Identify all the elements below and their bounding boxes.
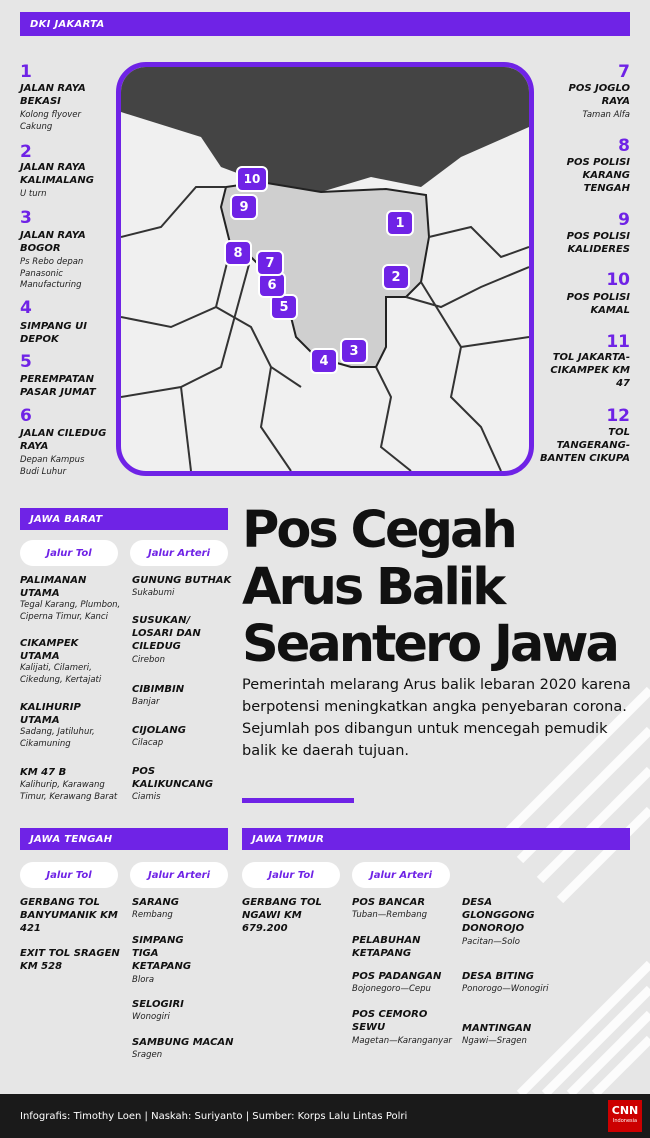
jakarta-num: 5 <box>20 352 32 372</box>
jakarta-location: JALAN RAYA BEKASI <box>20 83 86 107</box>
post-detail: Ciamis <box>132 792 161 802</box>
post-title: EXIT TOL SRAGEN KM 528 <box>20 948 120 972</box>
footer <box>0 1094 650 1138</box>
jakarta-num: 9 <box>618 210 630 230</box>
map-svg <box>121 67 529 471</box>
post-detail: Cilacap <box>132 738 164 748</box>
jakarta-num: 4 <box>20 298 32 318</box>
footer-credits: Infografis: Timothy Loen | Naskah: Suriyanto | Sumber: Korps Lalu Lintas Polri <box>20 1110 408 1122</box>
section-header-jawa-barat: JAWA BARAT <box>20 508 228 530</box>
post-title: POS BANCAR <box>352 897 426 908</box>
post-detail: Sadang, Jatiluhur, Cikamuning <box>20 727 95 749</box>
jakarta-location: JALAN CILEDUG RAYA <box>20 428 107 452</box>
jakarta-num: 12 <box>606 406 630 426</box>
jakarta-location-detail: Ps Rebo depan Panasonic Manufacturing <box>20 257 84 290</box>
tab-jalur-arteri[interactable]: Jalur Arteri <box>130 540 228 566</box>
post-detail: Bojonegoro—Cepu <box>352 984 431 994</box>
post-title: PALIMANAN UTAMA <box>20 575 87 599</box>
post-detail: Magetan—Karanganyar <box>352 1036 452 1046</box>
section-header-jawa-tengah: JAWA TENGAH <box>20 828 228 850</box>
jakarta-map <box>116 62 534 476</box>
post-title: KALIHURIP UTAMA <box>20 702 81 726</box>
post-detail: Ngawi—Sragen <box>462 1036 527 1046</box>
post-title: SIMPANG TIGA KETAPANG <box>132 935 192 972</box>
jakarta-num: 3 <box>20 208 32 228</box>
jakarta-location: JALAN RAYA BOGOR <box>20 230 86 254</box>
jakarta-location: PEREMPATAN PASAR JUMAT <box>20 374 96 398</box>
map-marker-2[interactable]: 2 <box>382 264 410 290</box>
post-title: KM 47 B <box>20 767 67 778</box>
post-title: GERBANG TOL BANYUMANIK KM 421 <box>20 897 118 934</box>
post-title: SELOGIRI <box>132 999 184 1010</box>
post-title: SAMBUNG MACAN <box>132 1037 234 1048</box>
jakarta-location: POS POLISI KALIDERES <box>566 231 630 255</box>
jakarta-num: 6 <box>20 406 32 426</box>
jakarta-num: 11 <box>606 332 630 352</box>
post-detail: Pacitan—Solo <box>462 937 520 947</box>
tab-jalur-tol[interactable]: Jalur Tol <box>242 862 340 888</box>
post-title: MANTINGAN <box>462 1023 532 1034</box>
cnn-logo-text: CNN <box>611 1104 639 1117</box>
post-title: GUNUNG BUTHAK <box>132 575 232 586</box>
jakarta-num: 1 <box>20 62 32 82</box>
post-title: DESA BITING <box>462 971 535 982</box>
post-title: CIJOLANG <box>132 725 186 736</box>
map-marker-6[interactable]: 6 <box>258 272 286 298</box>
post-title: POS PADANGAN <box>352 971 442 982</box>
map-marker-3[interactable]: 3 <box>340 338 368 364</box>
post-title: SARANG <box>132 897 179 908</box>
section-header-dki-jakarta: DKI JAKARTA <box>20 12 630 36</box>
post-detail: Wonogiri <box>132 1012 170 1022</box>
post-title: SUSUKAN/ LOSARI DAN CILEDUG <box>132 615 201 652</box>
title-line-3: Seantero Jawa <box>242 615 617 674</box>
tab-jalur-tol[interactable]: Jalur Tol <box>20 540 118 566</box>
intro-text <box>242 674 632 762</box>
jakarta-location: TOL JAKARTA-CIKAMPEK KM 47 <box>550 352 630 389</box>
post-detail: Cirebon <box>132 655 166 665</box>
page-title <box>242 502 617 673</box>
post-detail: Tegal Karang, Plumbon, Ciperna Timur, Kanci <box>20 600 121 622</box>
post-title: PELABUHAN KETAPANG <box>352 935 421 959</box>
post-detail: Tuban—Rembang <box>352 910 428 920</box>
tab-jalur-arteri[interactable]: Jalur Arteri <box>130 862 228 888</box>
cnn-logo <box>608 1100 642 1132</box>
map-marker-8[interactable]: 8 <box>224 240 252 266</box>
post-title: CIKAMPEK UTAMA <box>20 638 79 662</box>
map-marker-7[interactable]: 7 <box>256 250 284 276</box>
map-marker-5[interactable]: 5 <box>270 294 298 320</box>
post-detail: Sukabumi <box>132 588 175 598</box>
post-detail: Sragen <box>132 1050 163 1060</box>
map-marker-10[interactable]: 10 <box>236 166 268 192</box>
jakarta-location-detail: U turn <box>20 189 47 199</box>
post-title: DESA GLONGGONG DONOROJO <box>462 897 535 934</box>
title-line-1: Pos Cegah <box>242 501 515 560</box>
jakarta-location: POS JOGLO RAYA <box>568 83 630 107</box>
map-marker-1[interactable]: 1 <box>386 210 414 236</box>
jakarta-location-detail: Depan Kampus Budi Luhur <box>20 455 85 477</box>
tab-jalur-arteri[interactable]: Jalur Arteri <box>352 862 450 888</box>
post-title: POS CEMORO SEWU <box>352 1009 428 1033</box>
title-line-2: Arus Balik <box>242 558 504 617</box>
post-detail: Ponorogo—Wonogiri <box>462 984 549 994</box>
jakarta-num: 2 <box>20 142 32 162</box>
post-title: GERBANG TOL NGAWI KM 679.200 <box>242 897 322 934</box>
post-detail: Rembang <box>132 910 173 920</box>
jakarta-location: TOL TANGERANG-BANTEN CIKUPA <box>540 427 630 464</box>
jakarta-location: JALAN RAYA KALIMALANG <box>20 162 94 186</box>
post-detail: Kalihurip, Karawang Timur, Kerawang Barat <box>20 780 118 802</box>
jakarta-location-detail: Kolong flyover Cakung <box>20 110 81 132</box>
jakarta-num: 7 <box>618 62 630 82</box>
map-marker-4[interactable]: 4 <box>310 348 338 374</box>
jakarta-location-detail: Taman Alfa <box>582 110 630 120</box>
post-detail: Blora <box>132 975 155 985</box>
jakarta-num: 8 <box>618 136 630 156</box>
intro-paragraph-1: Pemerintah melarang Arus balik lebaran 2020 karena berpotensi meningkatkan angka penyebaran corona. <box>242 677 631 715</box>
intro-paragraph-2: Sejumlah pos dibangun untuk mencegah pemudik balik ke daerah tujuan. <box>242 721 608 759</box>
jakarta-num: 10 <box>606 270 630 290</box>
post-title: CIBIMBIN <box>132 684 185 695</box>
post-detail: Kalijati, Cilameri, Cikedung, Kertajati <box>20 663 102 685</box>
jakarta-location: POS POLISI KAMAL <box>566 292 630 316</box>
cnn-logo-subtext: Indonesia <box>612 1118 638 1124</box>
post-title: POS KALIKUNCANG <box>132 766 214 790</box>
tab-jalur-tol[interactable]: Jalur Tol <box>20 862 118 888</box>
jakarta-location: POS POLISI KARANG TENGAH <box>566 157 630 194</box>
map-marker-9[interactable]: 9 <box>230 194 258 220</box>
section-header-jawa-timur: JAWA TIMUR <box>242 828 630 850</box>
jakarta-location: SIMPANG UI DEPOK <box>20 321 87 345</box>
intro-underline <box>242 798 354 803</box>
post-detail: Banjar <box>132 697 160 707</box>
